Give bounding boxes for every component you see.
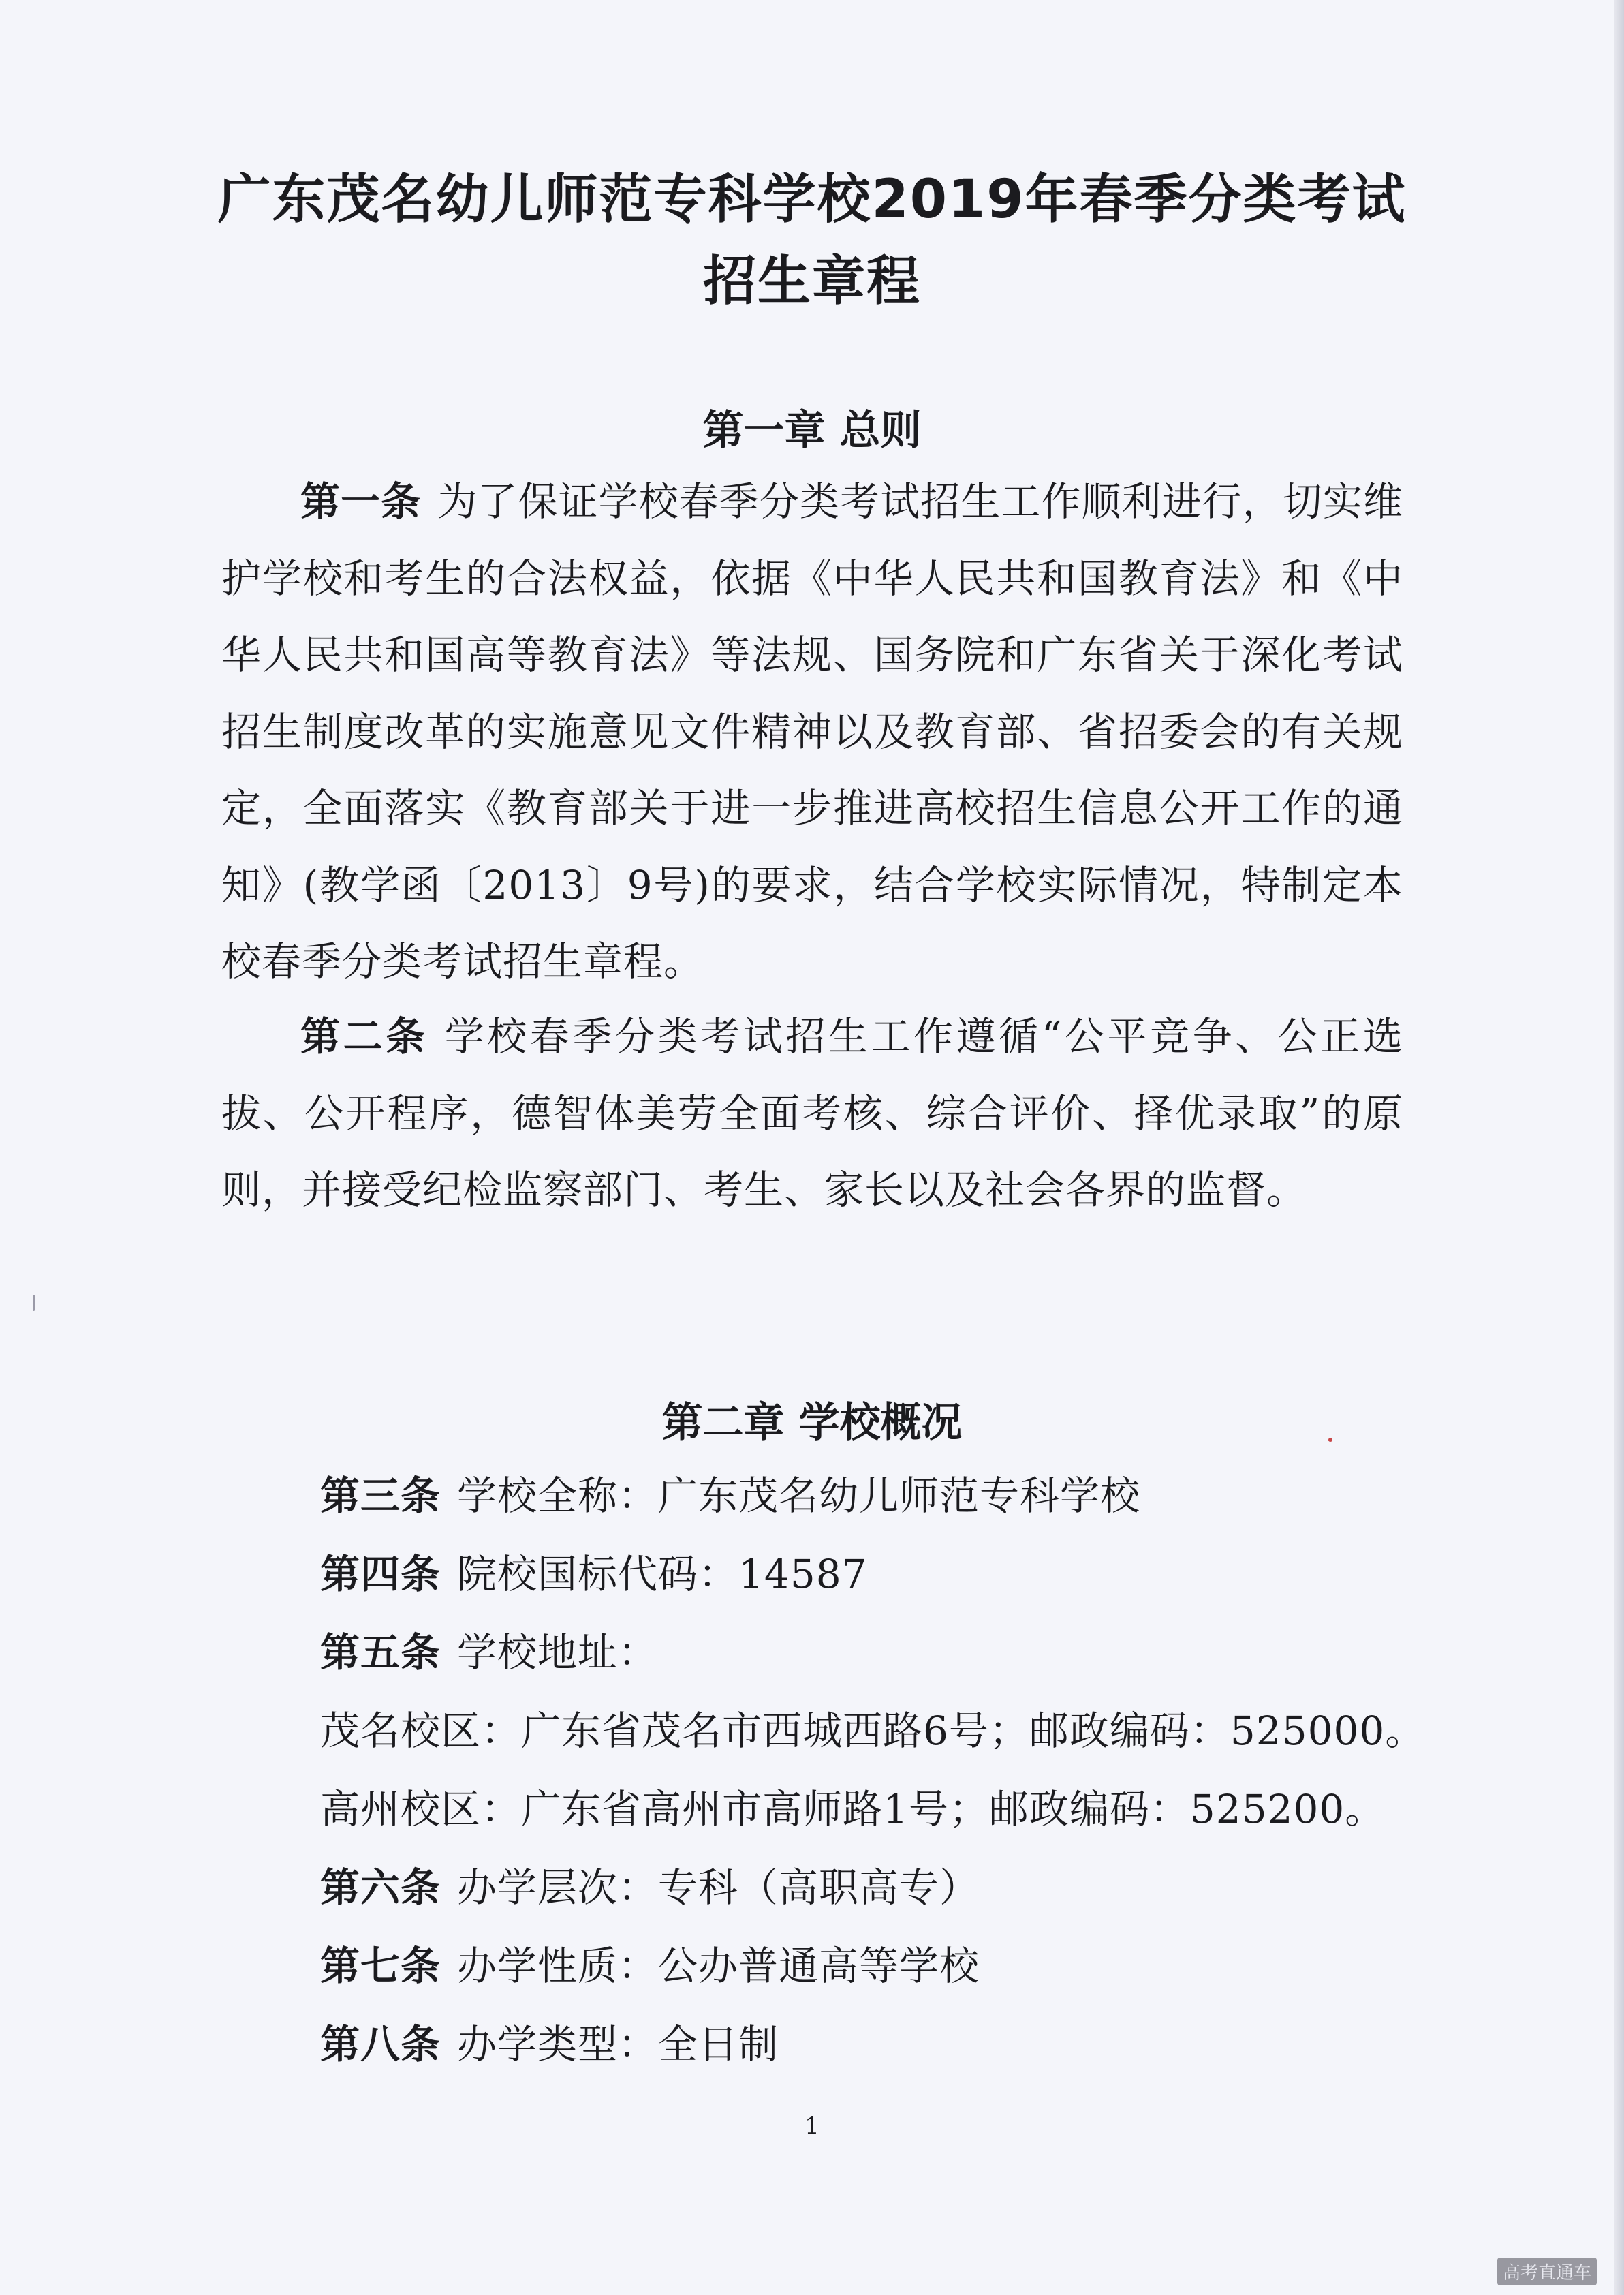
article-3-text: 学校全称：广东茂名幼儿师范专科学校 xyxy=(457,1473,1141,1519)
article-5 xyxy=(320,1622,1478,1683)
campus-gaozhou-address: 高州校区：广东省高州市高师路1号；邮政编码：525200。 xyxy=(320,1786,1386,1832)
article-6-text: 办学层次：专科（高职高专） xyxy=(457,1864,980,1911)
article-4 xyxy=(320,1543,1478,1605)
article-7-label: 第七条 xyxy=(320,1943,441,1989)
article-1-label: 第一条 xyxy=(300,478,422,525)
chapter-1-heading: 第一章 总则 xyxy=(702,407,922,455)
article-8-label: 第八条 xyxy=(320,2021,441,2067)
document-title-line1: 广东茂名幼儿师范专科学校2019年春季分类考试 xyxy=(217,169,1407,230)
article-5-text: 学校地址： xyxy=(457,1629,659,1676)
article-3-label: 第三条 xyxy=(320,1473,441,1519)
campus-maoming-address: 茂名校区：广东省茂名市西城西路6号；邮政编码：525000。 xyxy=(320,1708,1426,1754)
article-1-text: 为了保证学校春季分类考试招生工作顺利进行，切实维护学校和考生的合法权益，依据《中华人民共和国教育法》和《中华人民共和国高等教育法》等法规、国务院和广东省关于深化考试招生制度改革的实施意见文件精神以及教育部、省招委会的有关规定，全面落实《教育部关于进一步推进高校招生信息公开工作的通知》(教学函〔2013〕9号)的要求，结合学校实际情况，特制定本校春季分类考试招生章程。 xyxy=(221,478,1403,985)
article-2 xyxy=(221,998,1403,1229)
chapter-2-heading: 第二章 学校概况 xyxy=(661,1399,963,1447)
article-2-label: 第二条 xyxy=(300,1013,428,1060)
article-8-text: 办学类型：全日制 xyxy=(457,2021,779,2067)
article-3 xyxy=(320,1465,1478,1526)
article-7-text: 办学性质：公办普通高等学校 xyxy=(457,1943,980,1989)
watermark: 高考直通车 xyxy=(1497,2258,1597,2285)
page-number: 1 xyxy=(805,2112,819,2140)
article-4-label: 第四条 xyxy=(320,1551,441,1597)
article-5-label: 第五条 xyxy=(320,1629,441,1676)
article-6-label: 第六条 xyxy=(320,1864,441,1911)
article-4-text: 院校国标代码：14587 xyxy=(457,1551,868,1597)
article-6 xyxy=(320,1857,1478,1918)
article-2-text: 学校春季分类考试招生工作遵循“公平竞争、公正选拔、公开程序，德智体美劳全面考核、综合评价、择优录取”的原则，并接受纪检监察部门、考生、家长以及社会各界的监督。 xyxy=(221,1013,1403,1213)
article-1 xyxy=(221,463,1403,1000)
article-8 xyxy=(320,2014,1478,2075)
article-7 xyxy=(320,1935,1478,1997)
scan-speck xyxy=(1328,1438,1332,1442)
scan-mark xyxy=(33,1295,35,1311)
document-title-line2: 招生章程 xyxy=(702,251,921,312)
page-edge-shadow xyxy=(1614,0,1624,2295)
